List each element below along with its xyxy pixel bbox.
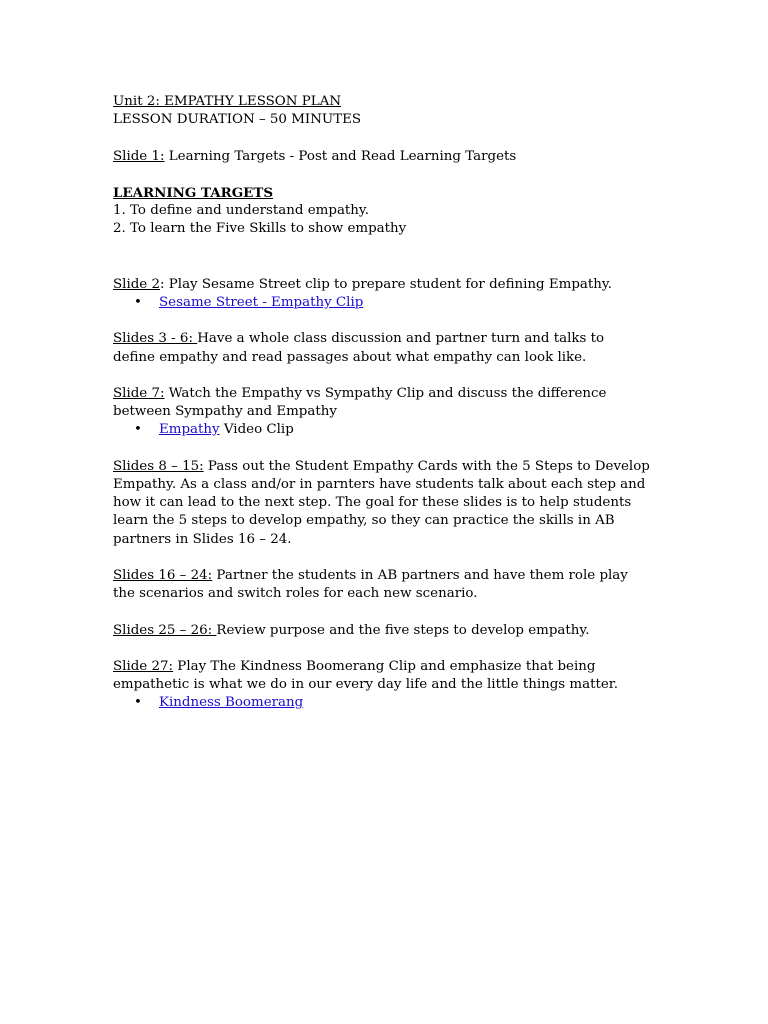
learning-targets-heading: LEARNING TARGETS <box>113 184 274 201</box>
slide-7-text: Watch the Empathy vs Sympathy Clip and discuss the difference between Sympathy and Empathy <box>113 385 607 420</box>
slide-27-text: Play The Kindness Boomerang Clip and emphasize that being empathetic is what we do in our every day life and the little things matter. <box>113 658 618 693</box>
slide-27-label: Slide 27: <box>113 658 174 674</box>
sesame-street-empathy-clip-link[interactable]: Sesame Street - Empathy Clip <box>159 294 364 310</box>
unit-title: Unit 2: EMPATHY LESSON PLAN <box>113 94 342 109</box>
slide-1-entry <box>113 148 658 166</box>
slides-25-26-text: Review purpose and the five steps to develop empathy. <box>216 622 590 638</box>
bullet-icon: • <box>134 422 142 438</box>
slide-7-bullet-item <box>113 421 658 439</box>
kindness-boomerang-link[interactable]: Kindness Boomerang <box>159 695 304 711</box>
slides-3-6-label: Slides 3 - 6: <box>113 331 198 347</box>
slide-2-text: : Play Sesame Street clip to prepare student for defining Empathy. <box>160 276 612 292</box>
video-clip-suffix: Video Clip <box>219 422 294 438</box>
slide-2-entry <box>113 276 658 294</box>
slide-1-text: Learning Targets - Post and Read Learning Targets <box>164 148 517 164</box>
slide-2-label: Slide 2 <box>113 276 161 292</box>
slides-8-15-text: Pass out the Student Empathy Cards with the 5 Steps to Develop Empathy. As a class and/or in parnters have students talk about each step and how it can lead to the next step. The goal for these slides is to help students learn the 5 steps to develop empathy, so they can practice the skills in AB partners in Slides 16 – 24. <box>113 458 650 547</box>
bullet-icon: • <box>134 294 142 310</box>
slides-8-15-entry <box>113 458 653 549</box>
lesson-duration: LESSON DURATION – 50 MINUTES <box>113 112 362 128</box>
slides-16-24-text: Partner the students in AB partners and have them role play the scenarios and switch roles for each new scenario. <box>113 567 628 602</box>
lesson-plan-document <box>113 93 658 713</box>
slide-27-bullet-item <box>113 694 658 712</box>
learning-target-2: 2. To learn the Five Skills to show empathy <box>113 221 407 237</box>
slide-7-label: Slide 7: <box>113 385 165 401</box>
slide-2-bullet-item <box>113 294 658 312</box>
slides-3-6-entry <box>113 330 633 366</box>
slides-25-26-label: Slides 25 – 26: <box>113 622 217 638</box>
slide-7-entry <box>113 385 643 421</box>
slides-25-26-entry <box>113 622 658 640</box>
slides-3-6-text: Have a whole class discussion and partner turn and talks to define empathy and read passages about what empathy can look like. <box>113 331 605 365</box>
slides-8-15-label: Slides 8 – 15: <box>113 458 204 474</box>
slides-16-24-entry <box>113 567 628 603</box>
slide-1-label: Slide 1: <box>113 148 165 164</box>
empathy-video-clip-link[interactable]: Empathy <box>159 422 220 438</box>
slide-27-entry <box>113 658 653 694</box>
learning-target-1: 1. To define and understand empathy. <box>113 203 369 219</box>
bullet-icon: • <box>134 695 142 711</box>
slides-16-24-label: Slides 16 – 24: <box>113 567 213 583</box>
